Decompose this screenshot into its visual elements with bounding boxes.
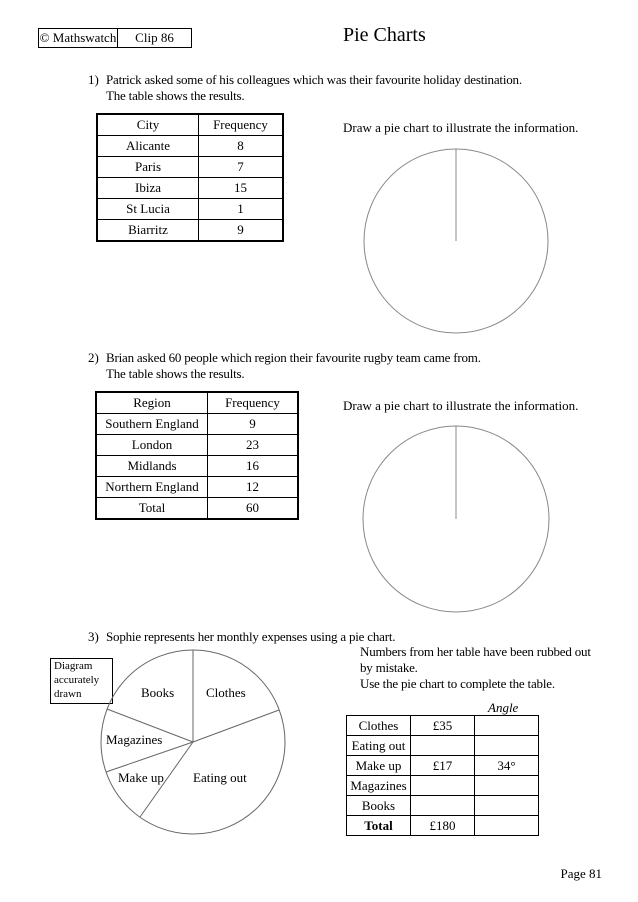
pie-divider [193, 710, 279, 742]
table-row [347, 736, 539, 756]
table-header-cell: Frequency [199, 114, 284, 136]
copyright-label: © Mathswatch [39, 30, 117, 45]
table-cell: 1 [199, 199, 284, 220]
q3-table [346, 715, 539, 836]
q1-instruction: Draw a pie chart to illustrate the information. [343, 120, 579, 135]
q1-line2: The table shows the results. [106, 88, 245, 103]
table-cell: 8 [199, 136, 284, 157]
diagram-note-line: drawn [54, 688, 82, 700]
table-cell: 9 [208, 414, 299, 435]
table-cell [411, 736, 475, 756]
table-row [97, 136, 283, 157]
table-cell: 15 [199, 178, 284, 199]
table-cell: Biarritz [97, 220, 199, 242]
q2-blank-pie [360, 424, 552, 614]
table-header-cell: Frequency [208, 392, 299, 414]
table-cell: Southern England [96, 414, 208, 435]
table-cell [411, 776, 475, 796]
pie-label-makeup: Make up [118, 770, 164, 785]
table-cell: £17 [411, 756, 475, 776]
diagram-note-line: Diagram [54, 660, 93, 672]
pie-label-books: Books [141, 685, 175, 700]
table-cell: £180 [411, 816, 475, 836]
table-row [96, 435, 298, 456]
table-cell: 9 [199, 220, 284, 242]
table-row [96, 498, 298, 520]
table-cell: 34° [475, 756, 539, 776]
angle-header: Angle [488, 700, 519, 715]
table-cell: St Lucia [97, 199, 199, 220]
diagram-note-line: accurately [54, 674, 100, 686]
table-row [347, 776, 539, 796]
table-cell: 60 [208, 498, 299, 520]
q3-line1: Sophie represents her monthly expenses using a pie chart. [106, 629, 396, 644]
table-cell [475, 816, 539, 836]
table-row [347, 796, 539, 816]
table-cell: Eating out [347, 736, 411, 756]
table-cell: Paris [97, 157, 199, 178]
table-cell: 7 [199, 157, 284, 178]
table-cell: 23 [208, 435, 299, 456]
q2-instruction: Draw a pie chart to illustrate the information. [343, 398, 579, 413]
table-cell: Make up [347, 756, 411, 776]
table-cell: Alicante [97, 136, 199, 157]
table-header-cell: City [97, 114, 199, 136]
table-cell: Magazines [347, 776, 411, 796]
page-number: Page 81 [560, 866, 602, 881]
table-row [347, 756, 539, 776]
header-box [38, 28, 192, 48]
table-cell: Northern England [96, 477, 208, 498]
q2-table [95, 391, 299, 520]
q2-line1: Brian asked 60 people which region their favourite rugby team came from. [106, 350, 481, 365]
table-cell: £35 [411, 716, 475, 736]
table-header-row [96, 392, 298, 414]
q1-line1: Patrick asked some of his colleagues which was their favourite holiday destination. [106, 72, 522, 87]
q3-pie-chart [96, 646, 296, 846]
table-row [347, 716, 539, 736]
table-cell: Books [347, 796, 411, 816]
q3-note-line3: Use the pie chart to complete the table. [360, 676, 555, 691]
pie-label-magazines: Magazines [106, 732, 163, 747]
table-cell: Total [96, 498, 208, 520]
table-header-cell: Region [96, 392, 208, 414]
table-cell-total: Total [347, 816, 411, 836]
table-header-row [97, 114, 283, 136]
table-cell: London [96, 435, 208, 456]
table-cell: Ibiza [97, 178, 199, 199]
table-cell [475, 776, 539, 796]
table-row [96, 414, 298, 435]
pie-label-clothes: Clothes [206, 685, 246, 700]
table-cell: 12 [208, 477, 299, 498]
table-row [97, 220, 283, 242]
q3-note-line1: Numbers from her table have been rubbed out [360, 644, 591, 659]
table-row [97, 199, 283, 220]
page-title: Pie Charts [343, 24, 426, 46]
table-cell [475, 796, 539, 816]
q1-table [96, 113, 284, 242]
clip-label: Clip 86 [135, 30, 174, 45]
q3-number: 3) [88, 629, 99, 644]
table-row [97, 157, 283, 178]
table-cell [475, 716, 539, 736]
table-row [96, 456, 298, 477]
table-cell [411, 796, 475, 816]
table-row [347, 816, 539, 836]
table-cell [475, 736, 539, 756]
pie-label-eating-out: Eating out [193, 770, 247, 785]
q3-note-line2: by mistake. [360, 660, 418, 675]
q2-line2: The table shows the results. [106, 366, 245, 381]
table-row [96, 477, 298, 498]
table-row [97, 178, 283, 199]
q1-blank-pie [360, 146, 552, 336]
table-cell: Clothes [347, 716, 411, 736]
q2-number: 2) [88, 350, 99, 365]
table-cell: 16 [208, 456, 299, 477]
q1-number: 1) [88, 72, 99, 87]
table-cell: Midlands [96, 456, 208, 477]
